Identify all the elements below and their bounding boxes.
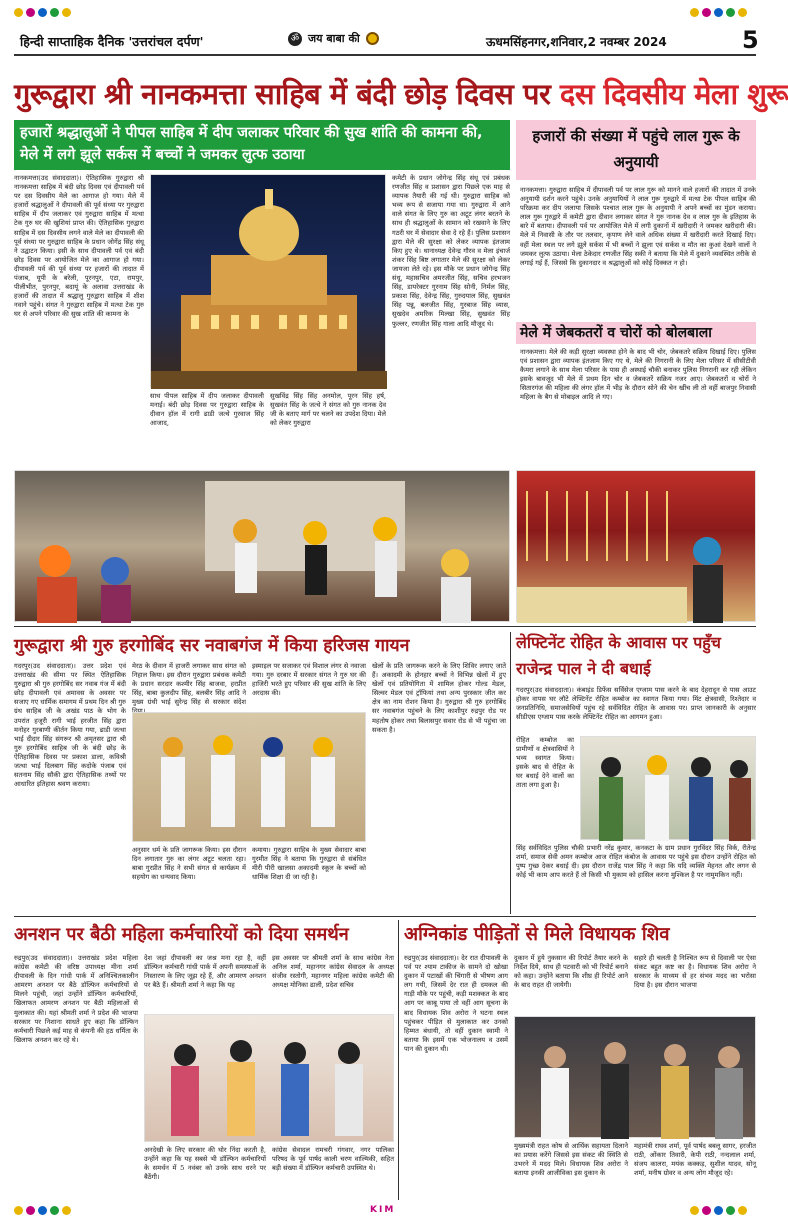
main-headline [14,72,788,116]
main-headline-part2: दस दिवसीय मेला शुरू [559,77,788,111]
story1-headline-box [14,120,510,170]
story7-col2: दुकान में हुये नुकसान की रिपोर्ट तैयार करने के निर्देश दिये, साथ ही पटवारी को भी रिपोर्ट बनाने को कहा। उन्होंने बताया कि शीघ्र ही रिपोर्ट आने के बाद राहत दी जायेगी। [514,954,628,990]
fire-victims-illustration [515,1017,757,1139]
story2-headline-box [516,120,756,180]
story5-body3: सिंह सर्वविदित पुलिस चौकी प्रभारी नरेंद्र कुमार, कनकटा के ग्राम प्रधान गुरविंदर सिंह विर्क, रीतेन्द्र शर्मा, समाज सेवी अमन कम्बोज आज रोहित कंबोज के आवास पर पहुंचे इस दौरान उन्होंने रोहित को पुष्प गुच्छ देकर बधाई दी। इस दौरान राजेंद्र पाल सिंह ने कहा कि यदि व्यक्ति मेहनत और लगन से कोई भी काम आप करते हैं तो किसी भी मुकाम को हासिल करना मुश्किल है पर नामुमकिन नहीं। [516,844,756,880]
masthead-dots-right [690,8,747,17]
column-rule-mid [510,632,511,914]
kirtan-photo [132,712,366,842]
column-rule-bottom [398,920,399,1200]
story7-headline: अग्निकांड पीड़ितों से मिले विधायक शिव [404,924,670,945]
section-rule-2 [14,916,756,917]
lieutenant-illustration [581,737,757,841]
story5-body1: गदरपुर(उद संवाददाता)। कंबाइंड डिफेंस सर्विसेज एग्जाम पास करने के बाद देहरादून से पास आउट होकर वापस घर लौटे लेफ्टिनेंट रोहित कम्बोज का स्वागत किया गया। मिंट क्षेत्रवासी, रिश्तेदार व जनप्रतिनिधि, समाजसेवियों पहुंच रहे सर्वविदित रोहित के आवास पर। प्राप्त जानकारी के अनुसार सीडीएस एग्जाम पास करके लेफ्टिनेंट रोहित का आगमन हुआ। [516,686,756,722]
story6-col3: इस अवसर पर श्रीमती शर्मा के साथ कांग्रेस नेता अनिल शर्मा, महानगर कांग्रेस सेवादल के अध्यक्ष संजीव रस्तोगी, महानगर महिला कांग्रेस कमेटी की अध्यक्ष मोनिका ढाली, प्रदेश सचिव [272,954,394,990]
lieutenant-photo [580,736,756,840]
story4-col4: खेलों के प्रति जागरूक करने के लिए शिविर लगाए जाते हैं। अकादमी के होनहार बच्चों ने विभिन्न खेलों में हुए खेलों एवं प्रतियोगिता में शामिल होकर गोल्ड मेडल, सिल्वर मेडल एवं ट्रॉफियां तथा अन्य पुरस्कार जीत कर क्षेत्र का नाम रोशन किया है। गुरुद्वारा श्री गुरु हरगोबिंद सर नवाबगंज पहुंचने के लिए काशीपुर रुद्रपुर रोड पर महतोष होकर तथा बिलासपुर सवार रोड से भी पहुंचा जा सकता है। [372,662,506,734]
story6-col1: रुद्रपुर(उद संवाददाता)। उत्तराखंड प्रदेश महिला कांग्रेस कमेटी की वरिष्ठ उपाध्यक्ष मीना शर्मा दीपावली के दिन गांधी पार्क में अनिश्चितकालीन आमरण अनशन पर बैठे डॉल्फिन कर्मचारियों से मिलने पहुंची, जहां उन्होंने डॉल्फिन कर्मचारियों, खिलाफत आमरण अनशन पर बैठी महिलाओं से मुलाकात की। यहां श्रीमती शर्मा ने प्रदेश की भाजपा सरकार पर निशाना साधते हुए कहा कि डॉल्फिन कर्मचारी पिछले कई माह से कंपनी की हठ धर्मिता के खिलाफ अनशन कर रहे थे। [14,954,138,1044]
temple-illustration [151,175,387,389]
story4-under-photo-1: अनुसार धर्म के प्रति जागरूक किया। इस दौरान दिन लगातार गुरु का लंगर अटूट चलता रहा। बाबा गुरप्रीत सिंह ने सभी संगत से कार्यक्रम में सहयोग का धन्यवाद किया। [132,846,246,882]
story7-col1: रुद्रपुर(उद संवाददाता)। देर रात दीपावली के पर्व पर श्याम टाकीज के सामने दो खोखा दुकान में पटाखों की चिंगारी से भीषण आग लग गयी, जिसमें देर रात ही दमकल की गाड़ी मौके पर पहुंची, कड़ी मशक्कत के बाद आग पर काबू पाया तो वहीं आग सूचना के बाद विधायक शिव अरोरा ने घटना स्थल पहुंचकर पीड़ित से मुलाकात कर उनको हिम्मत बंधायी, तो वहीं दुकान स्वामी ने बताया कि इसमें एक भोजनालय व उसमें पान की दुकान थी। [404,954,508,1053]
story5-headline: लेफ्टिनेंट रोहित के आवास पर पहुँच राजेन्द्र पाल ने दी बधाई [516,633,721,678]
story6-col2: देश जहां दीपावली का जश्न मना रहा है, वहीं डॉल्फिन कर्मचारी गांधी पार्क में अपनी समस्याओं के निस्तारण के लिए जूझ रहे हैं, और आमरण अनशन पर बैठे हैं। श्रीमती शर्मा ने कहा कि यह [144,954,266,990]
story4-under-photo-2: कमाया। गुरुद्वारा साहिब के मुख्य सेवादार बाबा गुरमीत सिंह ने बताया कि गुरुद्वारा से संबंधित मीरी पीरी खालसा अकादमी स्कूल के बच्चों को धार्मिक शिक्षा दी जा रही है। [252,846,366,882]
masthead-center [288,31,379,46]
story6-under-photo-2: कांग्रेस सेवादल रामचरी गंगवार, नगर पालिका परिषद के पूर्व पार्षद काली चरण वाल्मिकी, सहित बड़ी संख्या में डॉल्फिन कर्मचारी उपस्थित थे। [272,1146,394,1173]
story1-col4: कमेटी के प्रधान जोगेन्द्र सिंह संधू एवं प्रबंधक रणजीत सिंह व प्रशासन द्वारा पिछले एक माह से व्यापक तैयारी की गई थी। गुरुद्वारा साहिब को भव्य रूप से सजाया गया था। गुरुद्वारा में आने वाले संगत के लिए गुरु का अटूट लंगर बरतने के साथ ही श्रद्धालुओं के सामान को रखवाने के लिए गठरी घर में सेवादार सेवा दे रहे हैं। पुलिस प्रशासन द्वारा मेले की सुरक्षा को लेकर व्यापक इंतजाम किए हुए थे। थानाध्यक्ष देवेन्द्र गौरव व मेला इंचार्ज शंकर सिंह बिष्ट लगातार मेले की सुरक्षा को लेकर जायजा लेते रहे। इस मौके पर प्रधान जोगेन्द्र सिंह संधू, महासचिव अमरजीत सिंह, सचिव हरभजन सिंह, डायरेक्टर गुरनाम सिंह सोनी, निर्मल सिंह, प्रकाश सिंह, देवेन्द्र सिंह, गुरुदयाल सिंह, सुखवंत सिंह पन्नू, बलजीत सिंह, गुरबाज सिंह व्यास, सुखदेव अमरिक मिल्खा सिंह, सुखवंत सिंह फुल्लर, रणजीत सिंह गाला आदि मौजूद थे। [392,174,510,328]
story7-col3: सहारे ही चलती है निश्चित रूप से दिवाली पर ऐसा संकट बहुत कष्ट का है। विधायक शिव अरोरा ने सरकार के माध्यम से हर संभव मदद का भरोसा दिया है। इस दौरान भाजपा [634,954,756,990]
protest-illustration [145,1015,395,1143]
footer-dots-right [690,1206,747,1215]
story2-headline: हजारों की संख्या में पहुंचे लाल गुरू के अनुयायी [532,127,740,171]
kirtan-illustration [133,713,367,843]
sunflower-icon [366,32,379,45]
masthead-rule [14,54,756,56]
fair-stall-photo [516,470,756,622]
om-emblem-icon: ॐ [288,32,302,46]
protest-photo [144,1014,394,1142]
story3-headline-box [516,322,756,344]
story4-col1: गदरपुर(उद संवाददाता)। उत्तर प्रदेश एवं उत्तराखंड की सीमा पर स्थित ऐतिहासिक गुरुद्वारा श्री गुरु हरगोबिंद सर नवाब गंज में बंदी छोड़ दीपावली एवं अमावस के अवसर पर सजाए गए धार्मिक समागम में प्रथम दिन श्री गुरु ग्रंथ साहिब जी के अखंड पाठ के भोग के उपरांत हजूरी रागी भाई हरजीत सिंह द्वारा मनोहर गुरबाणी कीर्तन किया गया, ढाडी जत्था भाई दीदार सिंह संगरूर श्री अमृतसर द्वारा श्री गुरु हरगोबिंद साहिब जी के बंदी छोड़ के ऐतिहासिक दिवस पर प्रकाश डाला, कविश्री जत्था भाई दिलबाग सिंह कदोके पंजाब एवं सतनाम सिंह सौकी द्वारा ऐतिहासिक तथ्यों पर आधारित इतिहास श्रवण कराया। [14,662,126,789]
story3-body: नानकमत्ता। मेले की कड़ी सुरक्षा व्यवस्था होने के बाद भी चोर, जेबकतरे सक्रिय दिखाई दिए। पुलिस एवं प्रशासन द्वारा व्यापक इंतजाम किए गए थे, मेले की निगरानी के लिए मेला परिसर में सीसीटीवी कैमरा लगाने के साथ मेला परिसर के पास ही अस्थाई चौकी बनाकर पुलिस निगरानी कर रही लेकिन इसके बावजूद भी मेले में प्रथम दिन चोर व जेबकतरें सक्रिय नजर आए। जेबकतरों व चोरों ने सितारगंज की महिला की लंगर हॉल में भीड़ के दौरान सोने की चेन खींच ली तो वहीं बाजपुर निवासी महिला के बैग से मोबाइल आदि ले गए। [520,348,756,402]
story1-under-photo-1: साथ पीपल साहिब में दीप जलाकर दीपावली मनाई। बंदी छोड़ दिवस पर गुरुद्वारा साहिब के दीवान हॉल में रागी ढाडी जत्थे गुरवाज सिंह आजाद, [150,392,264,428]
section-rule-1 [14,626,756,627]
footer-logo: KIM [370,1205,396,1215]
story7-under-photo-2: महामंत्री राघव शर्मा, पूर्व पार्षद बबलू सागर, हरजीत राठी, ओंकार तिवारी, केपी राठी, नन्दलाल शर्मा, संजय कालरा, मयंक कक्कड़, सुशील यादव, सोनू शर्मा, मनीष ग्रोवर व अन्य लोग मौजूद रहे। [634,1142,756,1178]
story6-under-photo-1: अनदेखी के लिए सरकार की घोर निंदा करती है, उन्होंने कहा कि यह सबसे भी डॉल्फिन कर्मचारियों के समर्थन में 5 नवंबर को उनके साथ धरने पर बैठेंगी। [144,1146,266,1182]
stage-illustration [15,471,511,623]
footer-dots-left [14,1206,71,1215]
story4-col2: मेरठ के दीवान में हाजरी लगाकर साध संगत को निहाल किया। इस दौरान गुरुद्वारा प्रबंधक कमेटी के प्रधान सरदार कश्मीर सिंह बाजवा, हरप्रीत सिंह, बाबा कुलदीप सिंह, बलबीर सिंह आदि ने मुख्य ग्रंथी भाई सुरेन्द्र सिंह से सरकार संदेश [132,662,246,707]
stage-photo [14,470,510,622]
temple-photo [150,174,386,388]
story5-body2: रोहित कम्बोज का प्रामीणों व क्षेत्रवासियों ने भव्य स्वागत किया। इसके बाद से रोहित के घर बधाई देने वालों का ताता लगा हुआ है। [516,736,574,790]
story1-under-photo-2: सुखविंद्र सिंह सिंह अनमोल, पूरन सिंह हर्ष, सुखवंत सिंह के जत्थे ने संगत को गुरु नानक देव जी के बताए मार्ग पर चलने का उपदेश दिया। मेले को लेकर गुरुद्वारा [270,392,386,428]
story3-headline: मेले में जेबकतरों व चोरों को बोलबाला [520,325,712,341]
story4-headline: गुरूद्वारा श्री गुरु हरगोबिंद सर नवाबगंज में किया हरिजस गायन [14,636,410,656]
fire-victims-photo [514,1016,756,1138]
page-number: 5 [742,26,759,54]
masthead-center-text: जय बाबा की [308,32,360,45]
masthead-dots-left [14,8,71,17]
story4-col3: इस्माइल पर सजाकर एवं विशाल लंगर से नवाजा गया। गुरु दरबार में सरकार संगत ने गुरु घर की हाजिरी भरते हुए परिवार की सुख शांति के लिए अरदास की। [252,662,366,698]
story7-under-photo-1: मुख्यमंत्री राहत कोष से आर्थिक सहायता दिलाने का प्रयास करेंगे जिससे इस संकट की स्थिति से उभरने में मदद मिले। विधायक शिव अरोरा ने बताया इनकी आजीविका इस दुकान के [514,1142,628,1178]
masthead-dateline: ऊधमसिंहनगर,शनिवार,2 नवम्बर 2024 [486,35,667,49]
story1-headline: हजारों श्रद्धालुओं ने पीपल साहिब में दीप जलाकर परिवार की सुख शांति की कामना की, मेले में लगे झूले सर्कस में बच्चों ने जमकर लुत्फ उठाया [20,125,483,163]
fair-stall-illustration [517,471,757,623]
story1-col1: नानकमत्ता(उद संवाददाता)। ऐतिहासिक गुरुद्वारा श्री नानकमत्ता साहिब में बंदी छोड़ दिवस एवं दीपावली पर्व पर दस दिवसीय मेले का आगाज हो गया। मेले में हजारों श्रद्धालुओं ने दीपावली की पूर्व संध्या पर गुरुद्वारा साहिब में दीप जलाकर एवं गुरुद्वारा साहिब में मत्था टेक गुरु घर की खुशियां प्राप्त की। ऐतिहासिक गुरुद्वारा साहिब में दस दिवसीय लगने वाले मेले का दीपावली की पूर्व संध्या पर गुरुद्वारा साहिब के प्रधान जोगेंद्र सिंह संधू ने उद्घाटन किया। इसी के साथ दीपावली पर्व एवं बंदी छोड़ दिवस पर आयोजित मेले का आगाज हो गया। दीपावली पर्व की पूर्व संध्या पर हजारों की तादात में पंजाब, यूपी के बरेली, पूरनपुर, एटा, रामपुर, पीलीभीत, पुरनपुर, बदायूं के अलावा उत्तराखंड के हजारों की तादात में श्रद्धालु गुरुद्वारा साहिब में शीश नवाने पहुंचे। संगत ने गुरुद्वारा साहिब में मत्था टेक गुरु घर से अपने परिवार की सुख शांति की कामना के [14,174,144,319]
masthead-paper-name: हिन्दी साप्ताहिक दैनिक 'उत्तरांचल दर्पण' [20,34,204,49]
story2-body: नानकमत्ता। गुरुद्वारा साहिब में दीपावली पर्व पर लाल गुरू को मानने वाले हजारों की तादात में उनके अनुयायी दर्शन करने पहुंचे। उनके अनुयायियों ने लाल गुरू गुरुद्वारे में मत्था टेक पीपल साहिब की परिक्रमा कर दीप जलाया जिसके पश्चात लाल गुरू के अनुयायी ने अपने बच्चों का मुंडन कराया। लाल गुरू गुरुद्वारे में कमेटी द्वारा दीवान लगाकर संगत ने गुरु नानक देव व लाल गुरु के इतिहास के बारे में बताया। दीपावली पर्व पर आयोजित मेले में लगी दुकानों में खरीदारी ने जमकर खरीदारी की। मेले में निवासी के तौर पर तलवार, कृपाण लेने वाले अधिक संख्या में खरीदारी करते दिखाई दिए। वहीं मेला स्थल पर लगे झूले सर्कस में भी बच्चों ने झूला एवं सर्कस व मौत का कुआं देखने वालों ने जमकर लुत्फ उठाया। मेला ठेकेदार रणजीत सिंह सकी ने बताया कि मेले में दुकाने व्यवस्थित तरीके से लगाई गई हैं, जिससे कि दुकानदार व श्रद्धालुओं को कोई दिक्कत न हो। [520,186,756,267]
main-headline-part1: गुरूद्वारा श्री नानकमत्ता साहिब में बंदी छोड़ दिवस पर [14,77,560,111]
story6-headline: अनशन पर बैठी महिला कर्मचारियों को दिया समर्थन [14,924,349,945]
